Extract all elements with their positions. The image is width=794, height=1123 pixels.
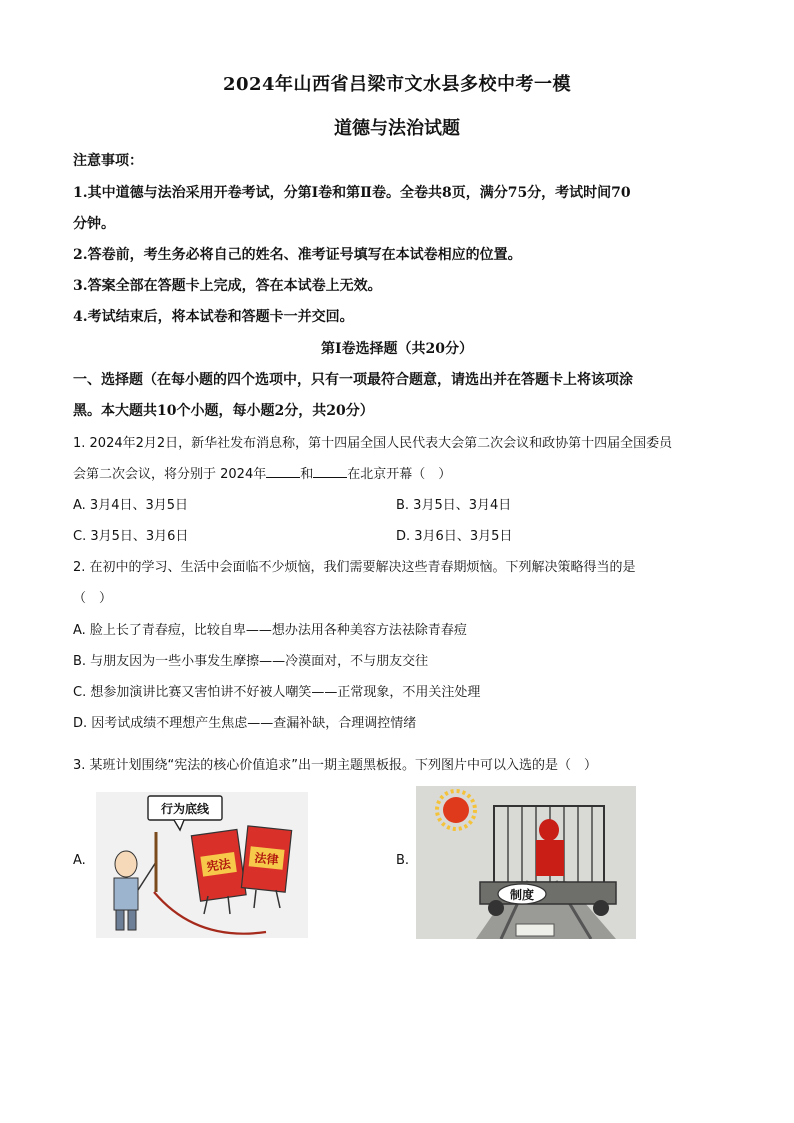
q2-stem-line2: （ ） xyxy=(73,591,113,606)
q1-blank-1 xyxy=(266,465,300,478)
svg-text:法律: 法律 xyxy=(253,850,280,868)
q2-option-c: C. 想参加演讲比赛又害怕讲不好被人嘲笑——正常现象，不用关注处理 xyxy=(73,685,481,700)
note-item-1: 1.其中道德与法治采用开卷考试，分第Ⅰ卷和第Ⅱ卷。全卷共8页，满分75分，考试时间70 xyxy=(73,185,631,201)
cart-wheel xyxy=(593,900,609,916)
q2-stem-line1: 2. 在初中的学习、生活中会面临不少烦恼，我们需要解决这些青春期烦恼。下列解决策略得当的是 xyxy=(73,560,636,575)
exam-title: 2024年山西省吕梁市文水县多校中考一模 xyxy=(222,74,572,95)
q2-option-b: B. 与朋友因为一些小事发生摩擦——冷漠面对，不与朋友交往 xyxy=(73,654,429,669)
person-body xyxy=(114,878,138,910)
person-head xyxy=(115,851,137,877)
q3-label-a: A. xyxy=(73,853,86,868)
q2-option-a: A. 脸上长了青春痘，比较自卑——想办法用各种美容方法祛除青春痘 xyxy=(73,623,467,638)
q1-option-c: C. 3月5日、3月6日 xyxy=(73,529,189,544)
section-instructions-2: 黑。本大题共10个小题，每小题2分，共20分） xyxy=(73,403,374,419)
q3-label-b: B. xyxy=(396,853,410,868)
q1-stem-part-b: 和 xyxy=(300,467,314,482)
q1-stem-line1: 1. 2024年2月2日，新华社发布消息称，第十四届全国人民代表大会第二次会议和政协第十四届全国委员 xyxy=(73,436,673,451)
ground-sign xyxy=(516,924,554,936)
caged-figure-head xyxy=(539,819,559,841)
q2-option-d: D. 因考试成绩不理想产生焦虑——查漏补缺，合理调控情绪 xyxy=(73,716,417,731)
q1-option-d: D. 3月6日、3月5日 xyxy=(396,529,513,544)
q1-option-b: B. 3月5日、3月4日 xyxy=(396,498,512,513)
bubble-text: 行为底线 xyxy=(160,802,210,816)
notes-heading: 注意事项： xyxy=(73,153,143,169)
q3-image-a xyxy=(96,792,308,938)
caged-figure-body xyxy=(536,840,564,876)
q1-stem-part-c: 在北京开幕（ ） xyxy=(347,467,452,482)
section-instructions-1: 一、选择题（在每小题的四个选项中，只有一项最符合题意，请选出并在答题卡上将该项涂 xyxy=(73,372,633,388)
exam-subtitle: 道德与法治试题 xyxy=(334,118,460,139)
q1-option-a: A. 3月4日、3月5日 xyxy=(73,498,189,513)
q3-stem: 3. 某班计划围绕“宪法的核心价值追求”出一期主题黑板报。下列图片中可以入选的是（ ） xyxy=(73,758,598,773)
q1-stem-line2 xyxy=(73,463,451,482)
person-leg-left xyxy=(116,910,124,930)
note-item-1-cont: 分钟。 xyxy=(73,216,115,232)
person-leg-right xyxy=(128,910,136,930)
cart-wheel xyxy=(488,900,504,916)
q1-blank-2 xyxy=(313,465,347,478)
book-law xyxy=(241,826,291,892)
note-item-4: 4.考试结束后，将本试卷和答题卡一并交回。 xyxy=(73,309,354,325)
cart-label: 制度 xyxy=(509,888,535,902)
note-item-2: 2.答卷前，考生务必将自己的姓名、准考证号填写在本试卷相应的位置。 xyxy=(73,247,522,263)
q3-image-b xyxy=(416,786,636,939)
note-item-3: 3.答案全部在答题卡上完成，答在本试卷上无效。 xyxy=(73,278,382,294)
section-title: 第Ⅰ卷选择题（共20分） xyxy=(320,341,474,357)
q1-stem-part-a: 会第二次会议，将分别于 2024年 xyxy=(73,467,267,482)
book-constitution xyxy=(191,829,246,901)
svg-text:宪法: 宪法 xyxy=(205,856,232,874)
